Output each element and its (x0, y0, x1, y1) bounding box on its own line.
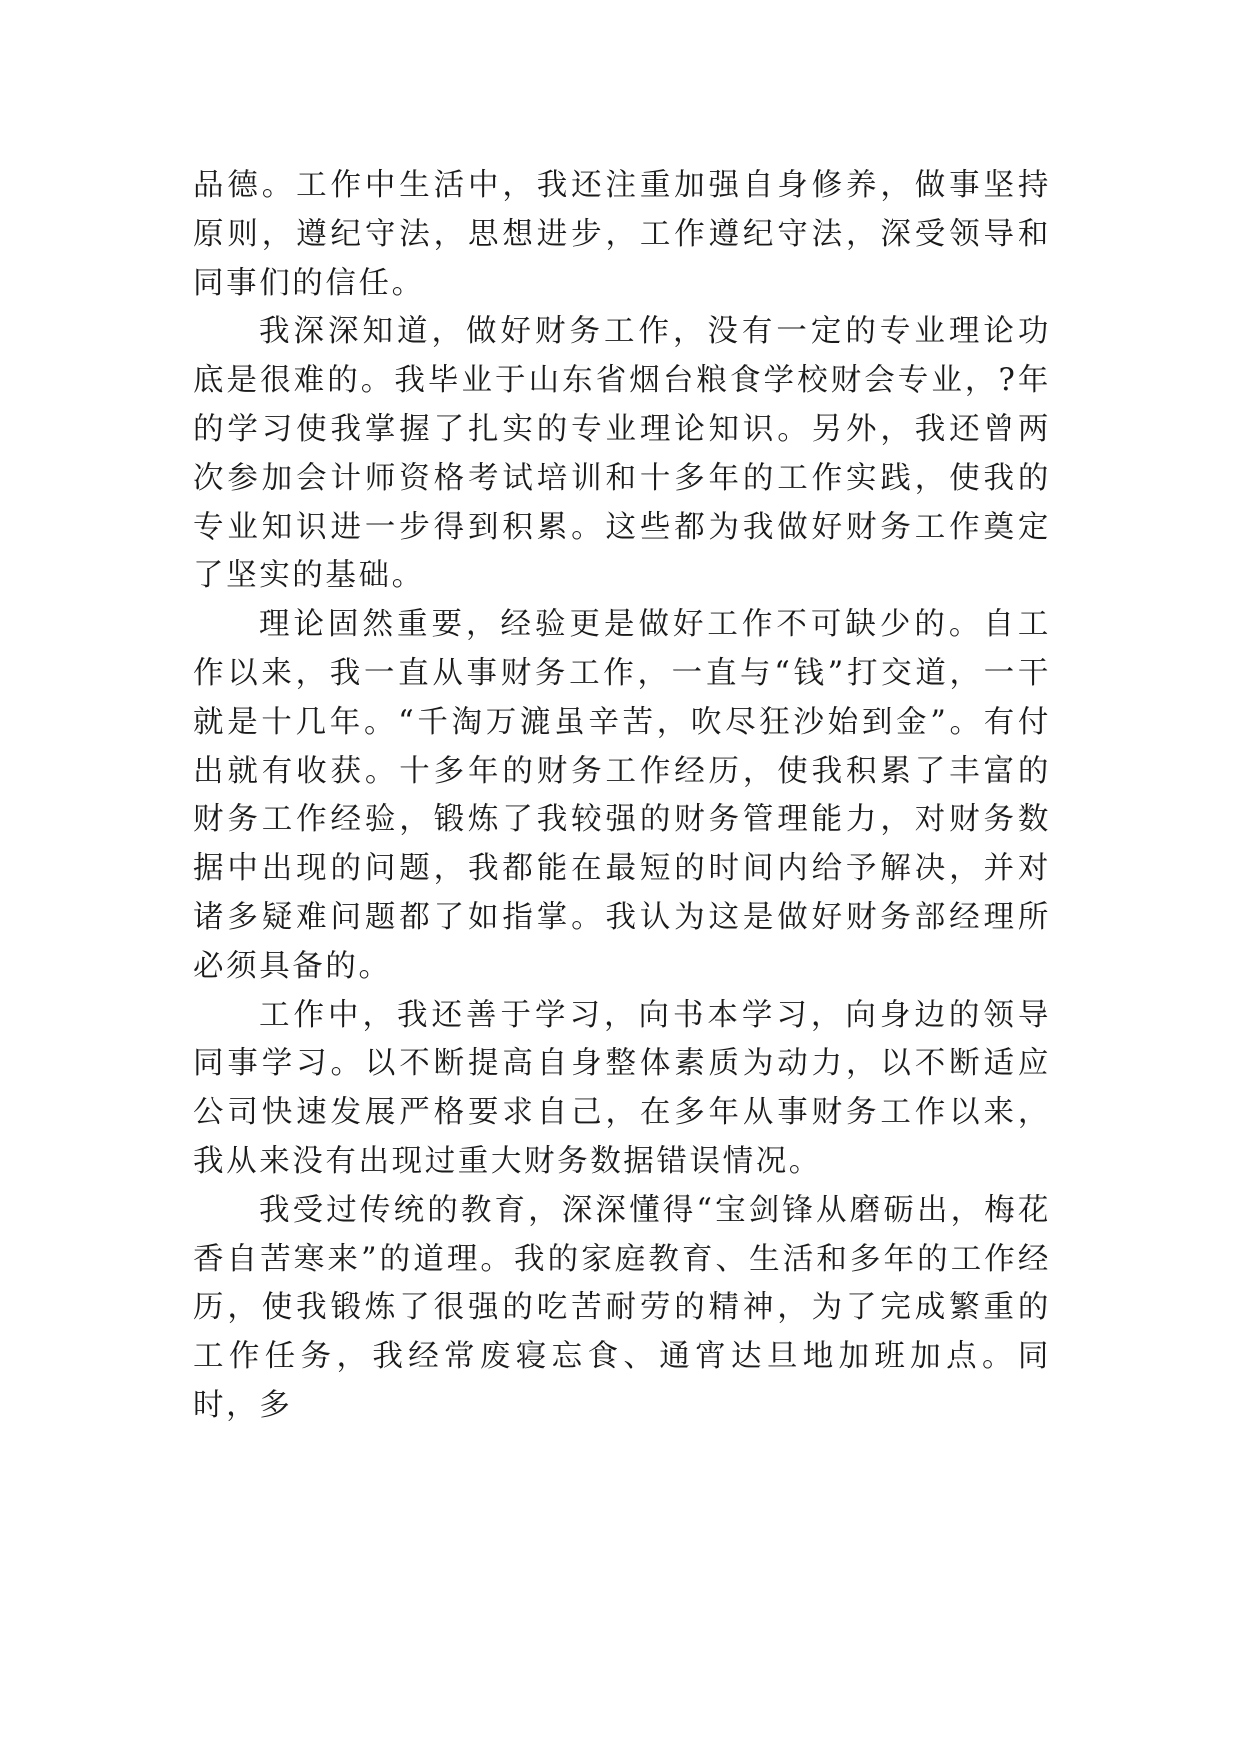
document-body (193, 162, 1051, 1431)
paragraph-2: 我深深知道，做好财务工作，没有一定的专业理论功底是很难的。我毕业于山东省烟台粮食学校财会专业，?年的学习使我掌握了扎实的专业理论知识。另外，我还曾两次参加会计师资格考试培训和十多年的工作实践，使我的专业知识进一步得到积累。这些都为我做好财务工作奠定了坚实的基础。 (193, 314, 1051, 594)
paragraph-1: 品德。工作中生活中，我还注重加强自身修养，做事坚持原则，遵纪守法，思想进步，工作遵纪守法，深受领导和同事们的信任。 (193, 168, 1051, 301)
paragraph-5: 我受过传统的教育，深深懂得“宝剑锋从磨砺出，梅花香自苦寒来”的道理。我的家庭教育、生活和多年的工作经历，使我锻炼了很强的吃苦耐劳的精神，为了完成繁重的工作任务，我经常废寝忘食、通宵达旦地加班加点。同时，多 (193, 1192, 1051, 1423)
paragraph-4: 工作中，我还善于学习，向书本学习，向身边的领导同事学习。以不断提高自身整体素质为动力，以不断适应公司快速发展严格要求自己，在多年从事财务工作以来，我从来没有出现过重大财务数据错误情况。 (193, 997, 1051, 1179)
paragraph-3: 理论固然重要，经验更是做好工作不可缺少的。自工作以来，我一直从事财务工作，一直与“钱”打交道，一干就是十几年。“千淘万漉虽辛苦，吹尽狂沙始到金”。有付出就有收获。十多年的财务工作经历，使我积累了丰富的财务工作经验，锻炼了我较强的财务管理能力，对财务数据中出现的问题，我都能在最短的时间内给予解决，并对诸多疑难问题都了如指掌。我认为这是做好财务部经理所必须具备的。 (193, 607, 1051, 984)
